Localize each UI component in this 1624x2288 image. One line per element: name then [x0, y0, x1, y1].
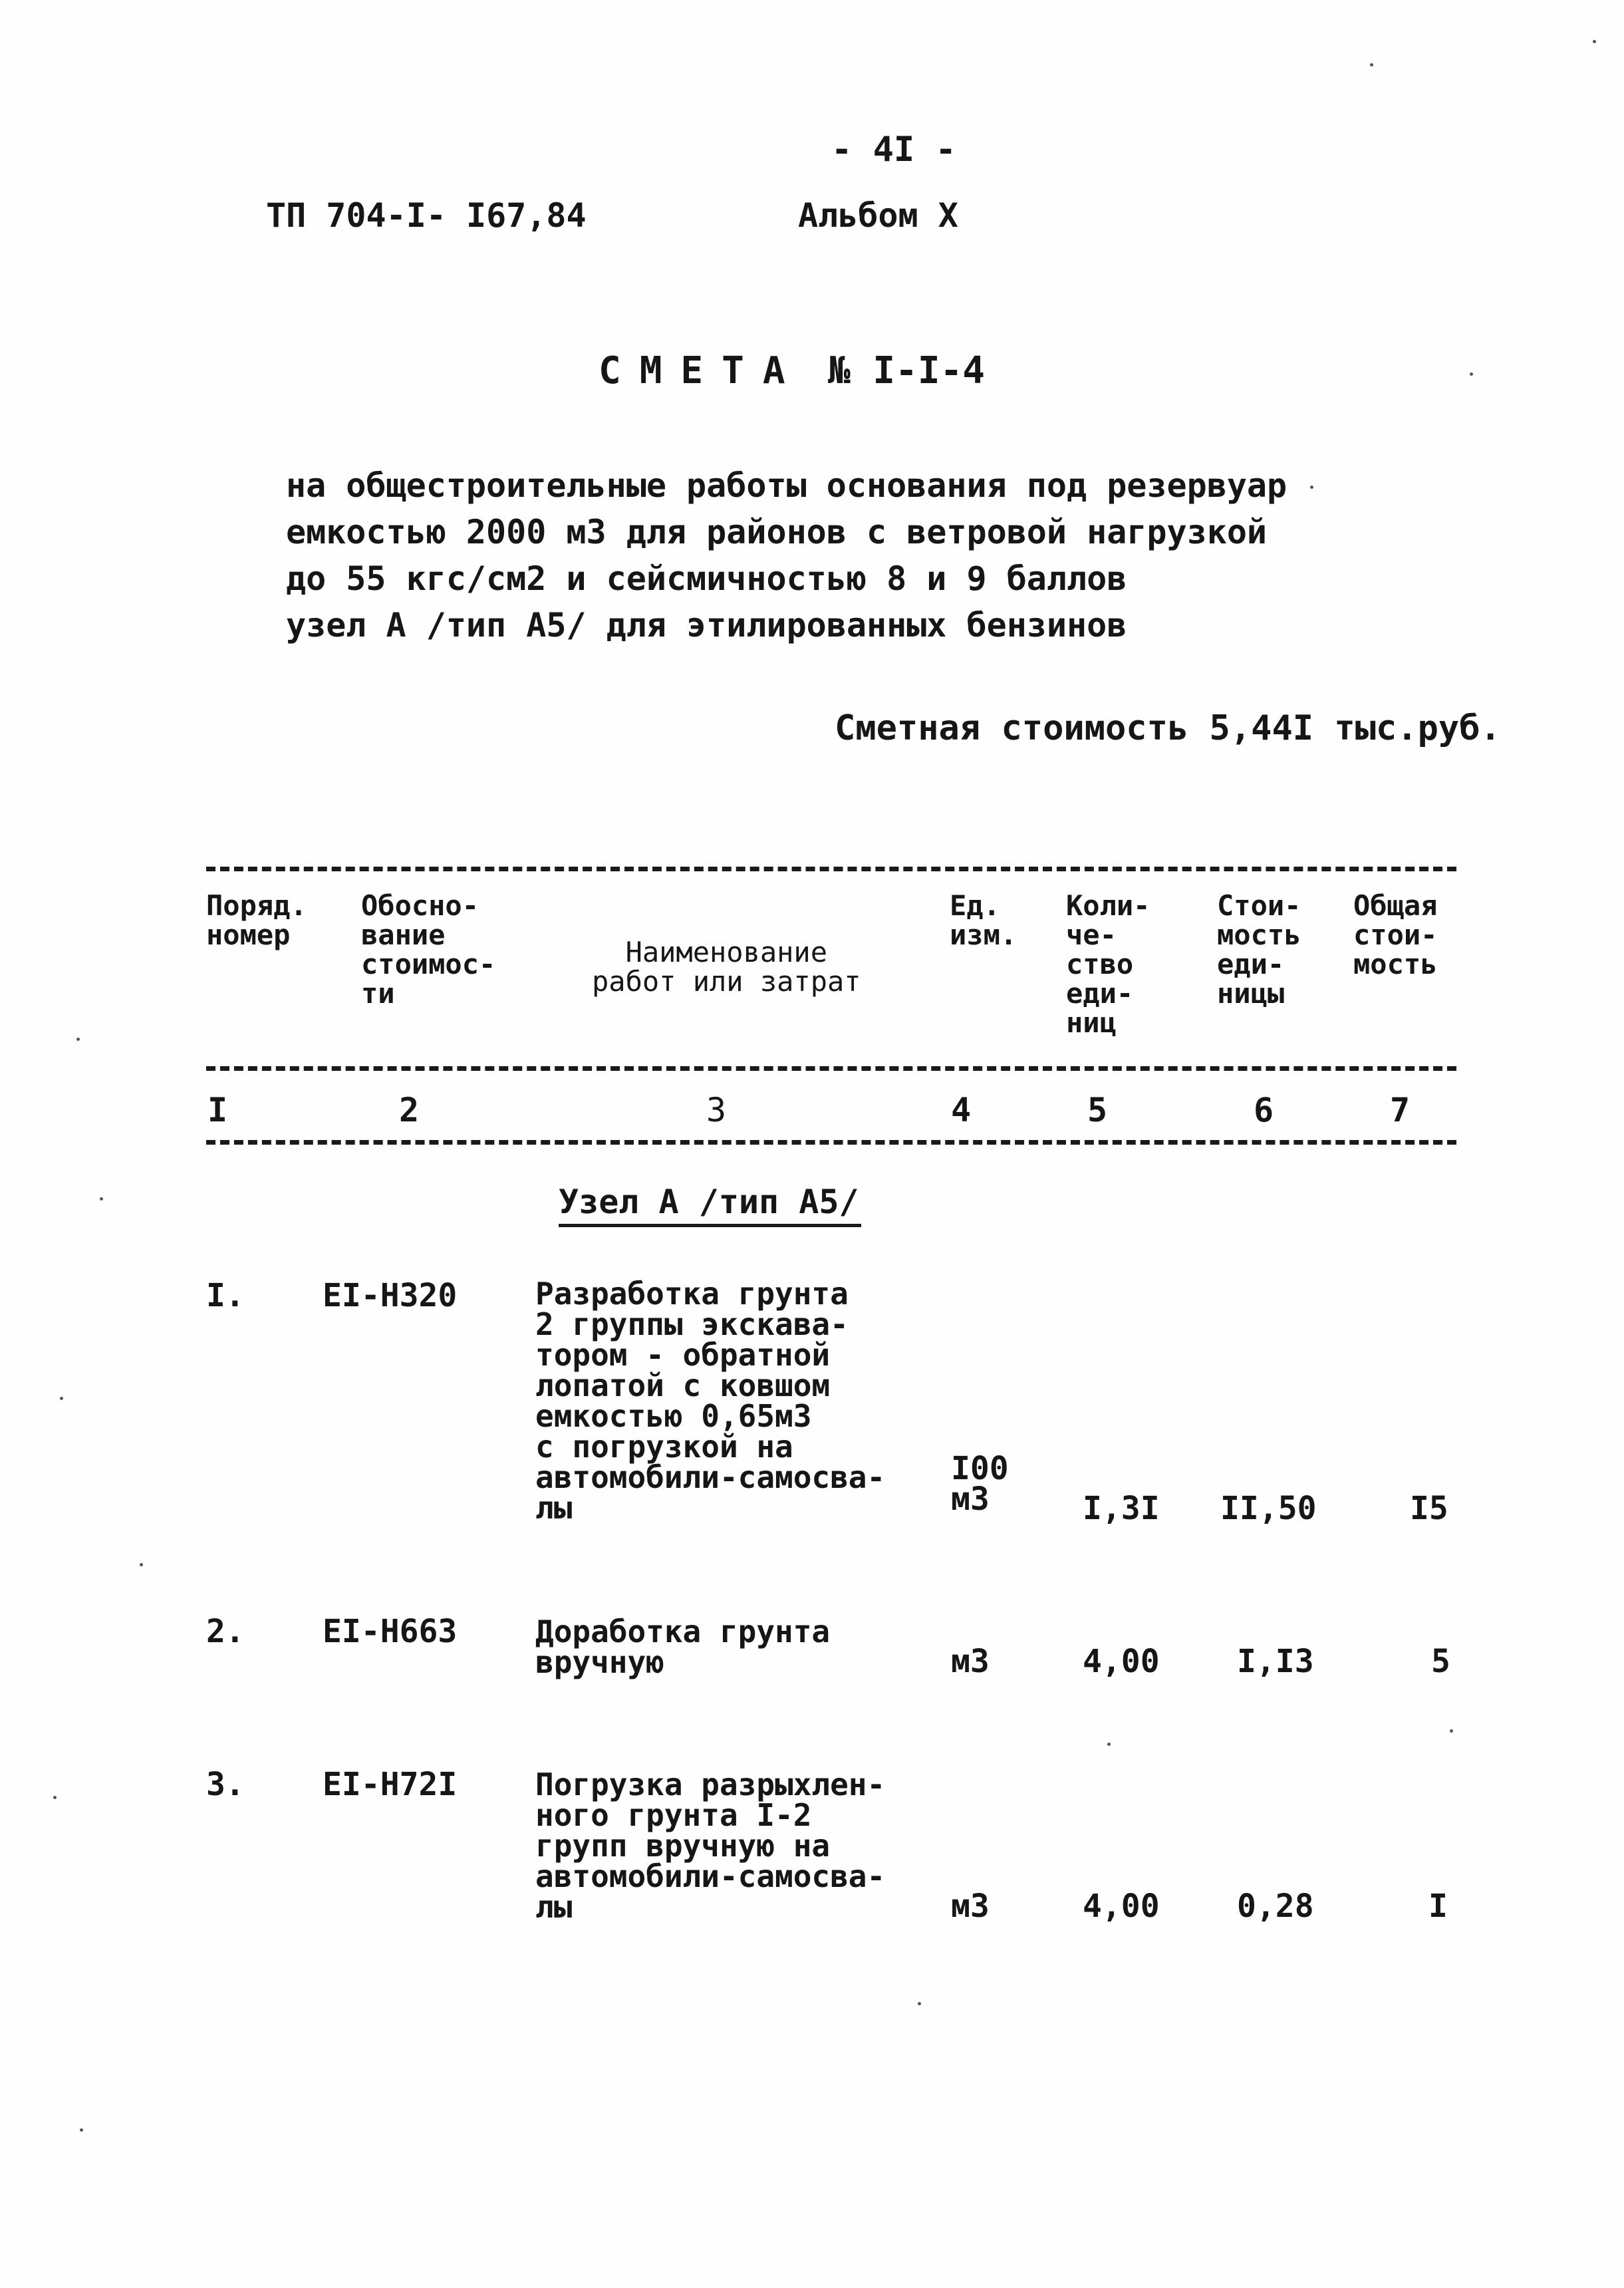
row-2-number: 2. [206, 1613, 245, 1650]
section-underline [559, 1224, 861, 1227]
row-3-number: 3. [206, 1766, 245, 1803]
column-number-5: 5 [1087, 1091, 1108, 1129]
header-work-name: Наименование работ или затрат [592, 936, 861, 998]
column-number-2: 2 [399, 1091, 420, 1129]
estimate-number: № I-I-4 [828, 349, 986, 392]
scan-noise [1470, 372, 1473, 376]
row-1-number: I. [206, 1277, 245, 1314]
row-1-total-cost: I5 [1410, 1490, 1448, 1527]
scan-noise [76, 1038, 80, 1041]
scan-noise [1107, 1743, 1111, 1746]
row-2-quantity: 4,00 [1083, 1643, 1160, 1680]
header-quantity: Коли- че- ство еди- ниц [1066, 889, 1150, 1039]
header-total-cost: Общая стои- мость [1353, 889, 1438, 980]
row-2-work-name: Доработка грунта вручную [535, 1614, 831, 1680]
scan-noise [1370, 63, 1373, 67]
scan-noise [80, 2128, 83, 2132]
row-2-total-cost: 5 [1431, 1643, 1450, 1680]
estimate-description: на общестроительные работы основания под резервуар емкостью 2000 м3 для районов с ветровой нагрузкой до 55 кгс/см2 и сейсмичностью 8 и 9 баллов узел А /тип А5/ для этилированных бензинов [286, 466, 1287, 644]
table-numbers-rule [206, 1140, 1456, 1145]
row-2-unit: м3 [951, 1643, 990, 1680]
document-code: ТП 704-I- I67,84 [266, 196, 587, 235]
row-3-basis: EI-H72I [323, 1766, 458, 1803]
header-unit-cost: Стои- мость еди- ницы [1217, 889, 1301, 1010]
row-2-basis: EI-H663 [323, 1613, 458, 1650]
row-1-unit: I00 м3 [951, 1450, 1009, 1518]
table-header-rule [206, 1066, 1456, 1071]
column-number-7: 7 [1390, 1091, 1411, 1129]
scan-noise [140, 1563, 143, 1566]
row-3-quantity: 4,00 [1083, 1888, 1160, 1925]
scan-noise [53, 1796, 57, 1799]
estimate-title: СМЕТА [599, 349, 804, 392]
estimated-cost: Сметная стоимость 5,44I тыс.руб. [835, 708, 1501, 748]
row-3-total-cost: I [1428, 1888, 1448, 1925]
scan-noise [1310, 486, 1313, 489]
table-top-rule [206, 867, 1456, 871]
scan-noise [60, 1397, 63, 1400]
scan-noise [918, 2002, 921, 2005]
row-2-unit-cost: I,I3 [1237, 1643, 1314, 1680]
row-3-unit: м3 [951, 1888, 990, 1925]
column-number-1: I [207, 1091, 228, 1129]
row-1-basis: EI-H320 [323, 1277, 458, 1314]
page-number: - 4I - [831, 130, 956, 170]
scan-noise [1450, 1729, 1453, 1733]
header-order-number: Поряд. номер [206, 889, 307, 951]
header-basis: Обосно- вание стоимос- ти [361, 889, 496, 1010]
section-title: Узел А /тип А5/ [559, 1183, 859, 1221]
column-number-4: 4 [951, 1091, 972, 1129]
column-number-3: 3 [706, 1091, 727, 1129]
row-1-work-name: Разработка грунта 2 группы экскава- тором - обратной лопатой с ковшом емкостью 0,65м3 с погрузкой на автомобили-самосва- лы [535, 1276, 886, 1526]
row-3-unit-cost: 0,28 [1237, 1888, 1314, 1925]
column-number-6: 6 [1254, 1091, 1274, 1129]
scan-noise [1593, 40, 1596, 43]
album-label: Альбом X [798, 196, 958, 235]
scan-noise [100, 1197, 103, 1201]
header-unit: Ед. изм. [950, 889, 1017, 951]
row-1-quantity: I,3I [1083, 1490, 1160, 1527]
row-1-unit-cost: II,50 [1220, 1490, 1317, 1527]
row-3-work-name: Погрузка разрыхлен- ного грунта I-2 групп вручную на автомобили-самосва- лы [535, 1767, 886, 1925]
